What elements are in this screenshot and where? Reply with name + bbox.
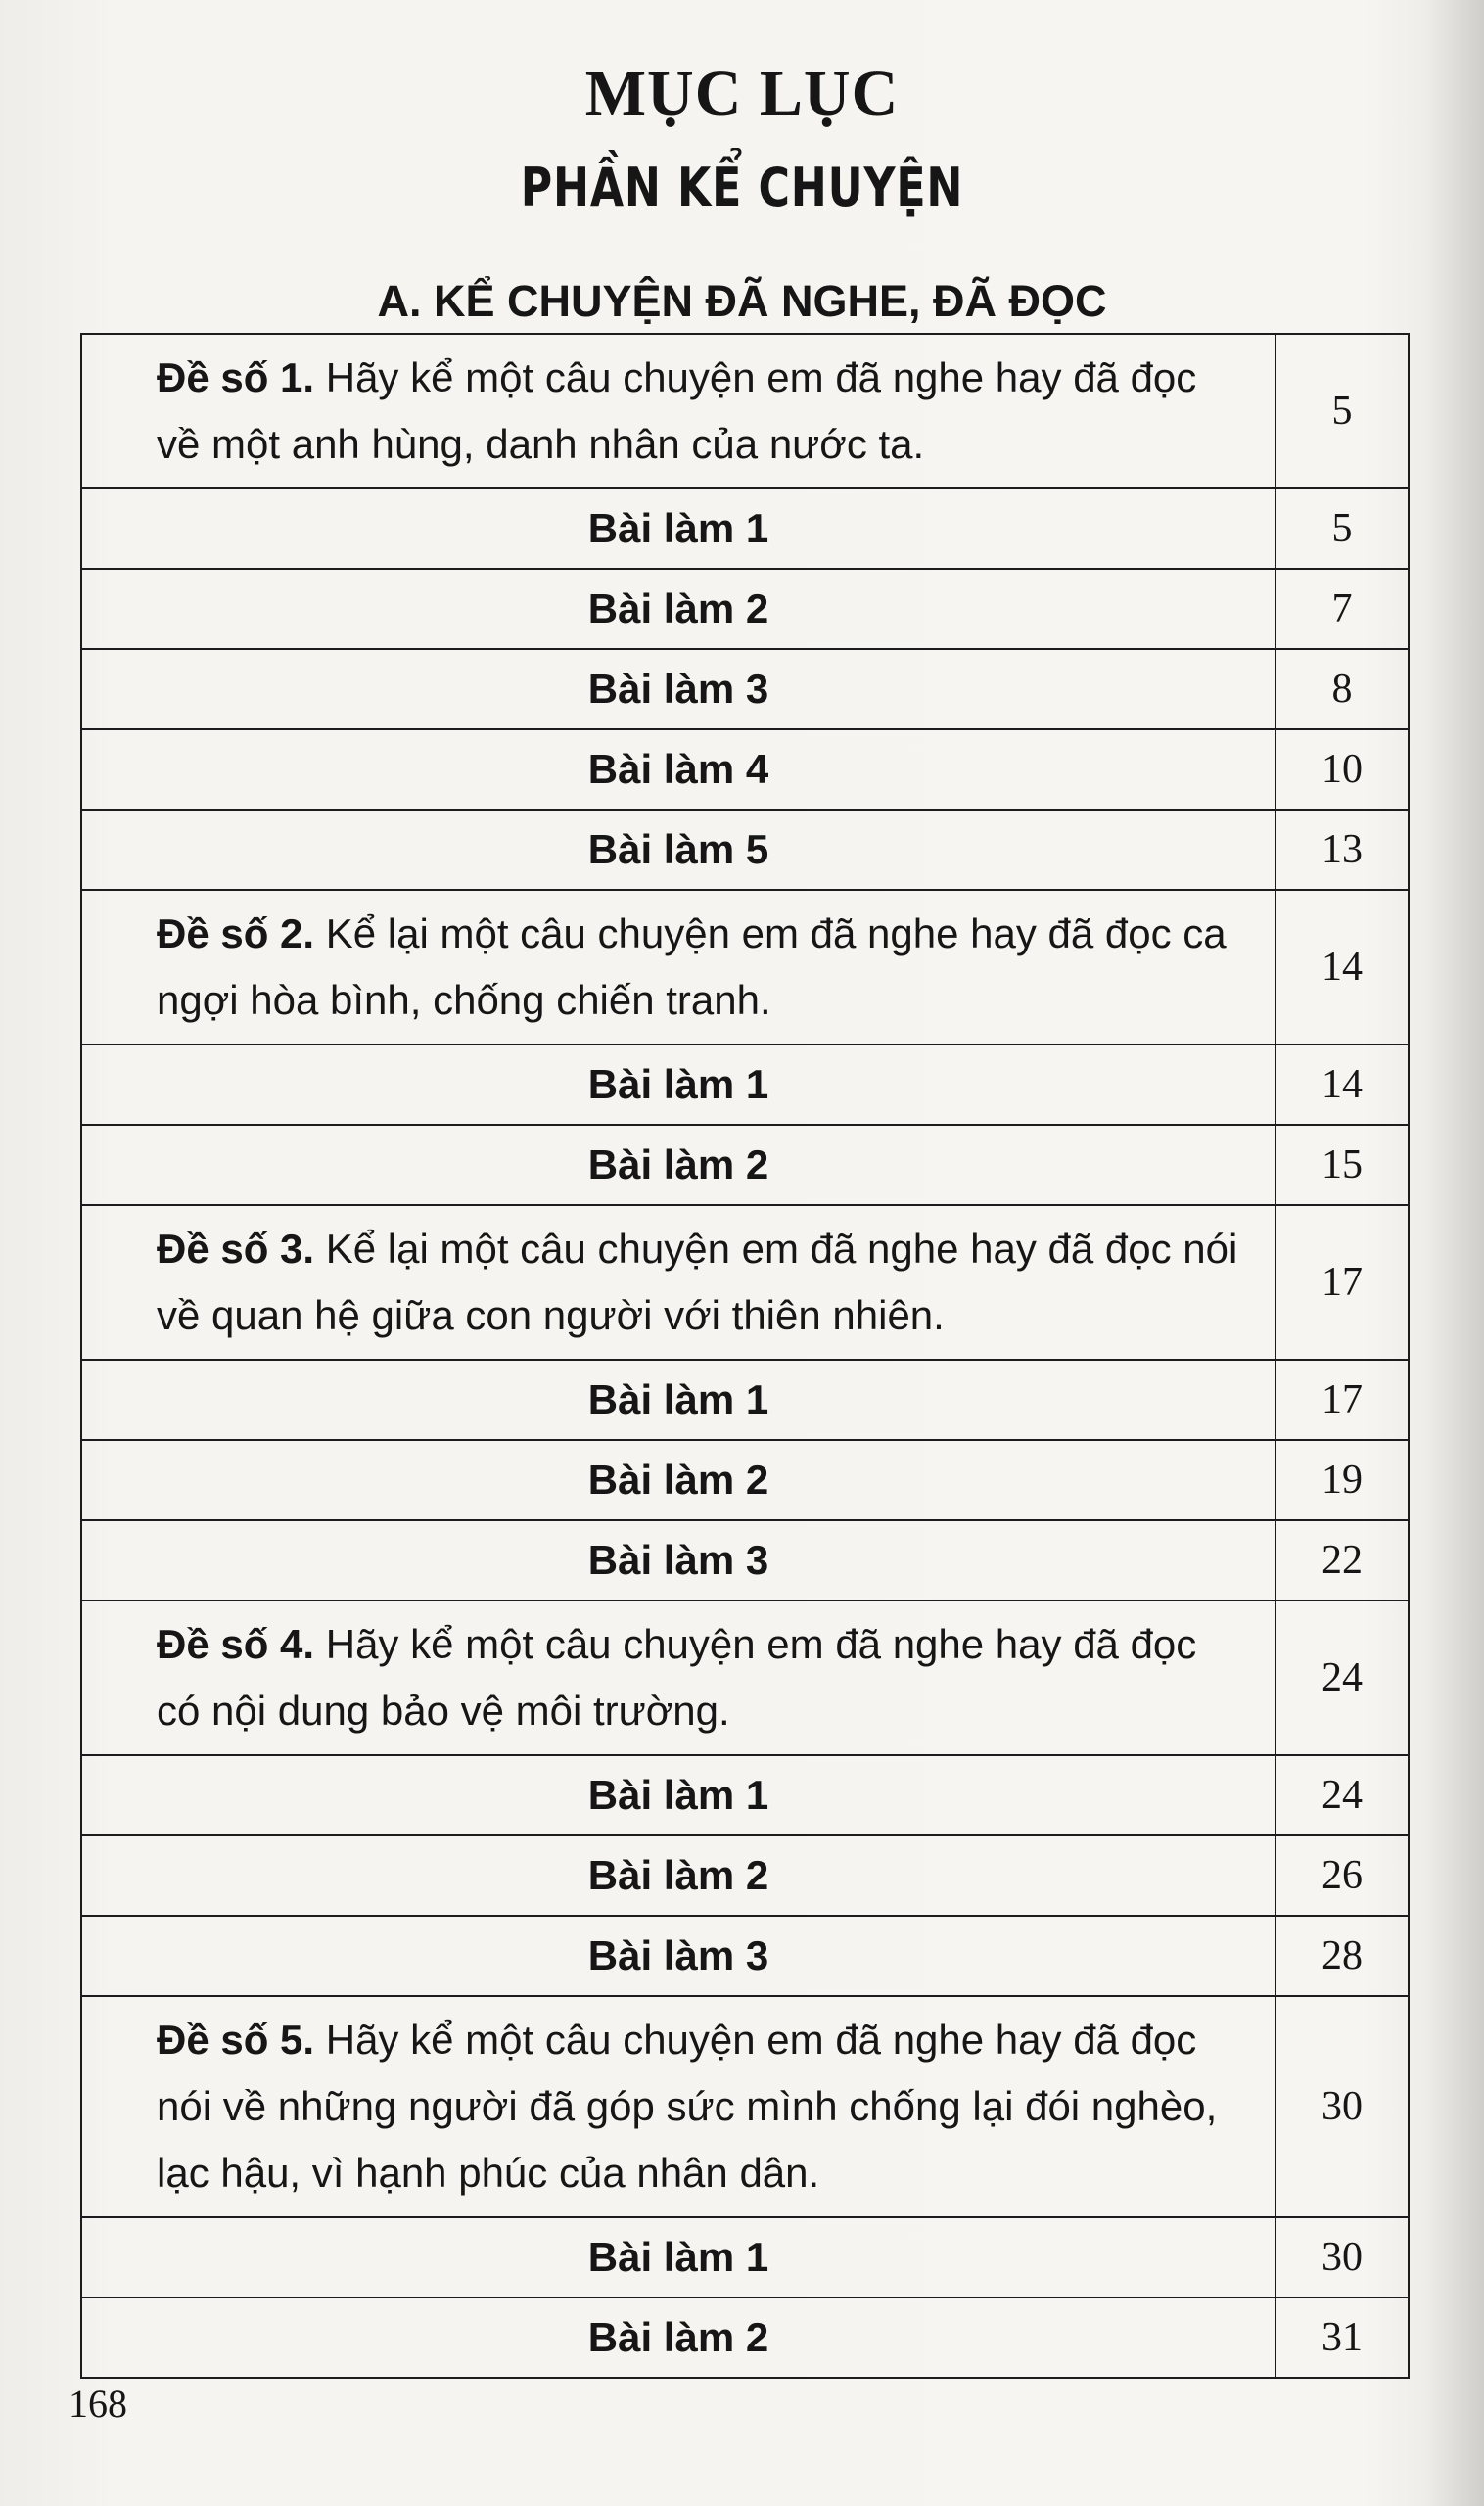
subitem-label: Bài làm 3 [81, 649, 1275, 729]
subitem-page: 26 [1275, 1835, 1409, 1916]
toc-subitem [81, 729, 1409, 810]
subitem-label: Bài làm 1 [81, 2217, 1275, 2297]
entry-label: Đề số 3. [157, 1226, 315, 1272]
entry-text: Hãy kể một câu chuyện em đã nghe hay đã đọc nói về những người đã góp sức mình chống lại đói nghèo, lạc hậu, vì hạnh phúc của nhân dân. [157, 2017, 1218, 2196]
toc-title: MỤC LỤC [584, 58, 900, 129]
toc-subitem [81, 569, 1409, 649]
toc-entry-5 [81, 1996, 1409, 2217]
subitem-page: 8 [1275, 649, 1409, 729]
entry-text: Kể lại một câu chuyện em đã nghe hay đã đọc nói về quan hệ giữa con người với thiên nhiên. [157, 1226, 1238, 1338]
toc-subitem [81, 1125, 1409, 1205]
subitem-page: 14 [1275, 1044, 1409, 1125]
subitem-label: Bài làm 3 [81, 1520, 1275, 1601]
toc-subitem [81, 1440, 1409, 1520]
entry-label: Đề số 1. [157, 354, 315, 400]
entry-page: 24 [1275, 1601, 1409, 1755]
toc-entry-2 [81, 890, 1409, 1044]
subitem-label: Bài làm 2 [81, 1835, 1275, 1916]
subitem-label: Bài làm 2 [81, 569, 1275, 649]
subitem-label: Bài làm 1 [81, 1360, 1275, 1440]
entry-label: Đề số 2. [157, 910, 315, 956]
subitem-page: 24 [1275, 1755, 1409, 1835]
toc-table [80, 333, 1410, 2379]
subitem-page: 13 [1275, 810, 1409, 890]
subitem-page: 5 [1275, 488, 1409, 569]
entry-description [81, 1601, 1275, 1755]
entry-label: Đề số 5. [157, 2017, 315, 2063]
entry-description [81, 1205, 1275, 1360]
subitem-page: 31 [1275, 2297, 1409, 2378]
subitem-page: 15 [1275, 1125, 1409, 1205]
toc-subitem [81, 2297, 1409, 2378]
toc-subitem [81, 1916, 1409, 1996]
toc-subitem [81, 488, 1409, 569]
toc-entry-1 [81, 334, 1409, 488]
entry-description [81, 1996, 1275, 2217]
section-title: A. KỂ CHUYỆN ĐÃ NGHE, ĐÃ ĐỌC [377, 276, 1107, 326]
subitem-page: 30 [1275, 2217, 1409, 2297]
subitem-label: Bài làm 4 [81, 729, 1275, 810]
toc-subitem [81, 1360, 1409, 1440]
entry-description [81, 890, 1275, 1044]
subitem-label: Bài làm 1 [81, 488, 1275, 569]
subitem-label: Bài làm 1 [81, 1044, 1275, 1125]
subitem-page: 28 [1275, 1916, 1409, 1996]
toc-subitem [81, 1520, 1409, 1601]
toc-subitem [81, 1755, 1409, 1835]
subitem-page: 7 [1275, 569, 1409, 649]
toc-entry-4 [81, 1601, 1409, 1755]
toc-subitem [81, 649, 1409, 729]
entry-page: 14 [1275, 890, 1409, 1044]
subitem-label: Bài làm 2 [81, 1440, 1275, 1520]
entry-page: 30 [1275, 1996, 1409, 2217]
toc-subitem [81, 810, 1409, 890]
subitem-label: Bài làm 3 [81, 1916, 1275, 1996]
toc-subitem [81, 1835, 1409, 1916]
toc-subitem [81, 2217, 1409, 2297]
subitem-label: Bài làm 2 [81, 2297, 1275, 2378]
entry-text: Hãy kể một câu chuyện em đã nghe hay đã đọc có nội dung bảo vệ môi trường. [157, 1621, 1197, 1734]
entry-page: 5 [1275, 334, 1409, 488]
entry-label: Đề số 4. [157, 1621, 315, 1667]
entry-description [81, 334, 1275, 488]
subitem-page: 19 [1275, 1440, 1409, 1520]
subitem-label: Bài làm 1 [81, 1755, 1275, 1835]
subitem-page: 22 [1275, 1520, 1409, 1601]
toc-entry-3 [81, 1205, 1409, 1360]
part-title: PHẦN KỂ CHUYỆN [520, 157, 964, 218]
entry-text: Hãy kể một câu chuyện em đã nghe hay đã đọc về một anh hùng, danh nhân của nước ta. [157, 354, 1197, 467]
entry-text: Kể lại một câu chuyện em đã nghe hay đã đọc ca ngợi hòa bình, chống chiến tranh. [157, 910, 1227, 1023]
subitem-label: Bài làm 5 [81, 810, 1275, 890]
entry-page: 17 [1275, 1205, 1409, 1360]
page-number: 168 [69, 2382, 127, 2426]
subitem-page: 10 [1275, 729, 1409, 810]
subitem-page: 17 [1275, 1360, 1409, 1440]
toc-subitem [81, 1044, 1409, 1125]
subitem-label: Bài làm 2 [81, 1125, 1275, 1205]
page-edge-shadow [1425, 0, 1484, 2506]
